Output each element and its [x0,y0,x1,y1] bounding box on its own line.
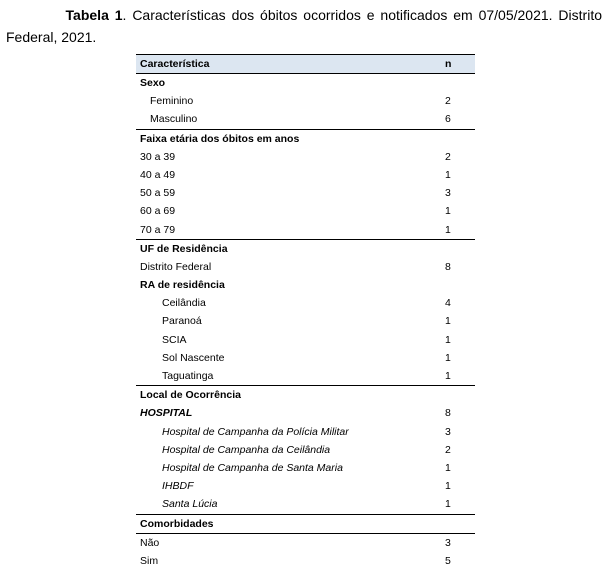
table-row: Distrito Federal 8 [140,260,451,273]
table-row: IHBDF 1 [162,480,451,493]
table-row: Feminino 2 [150,95,451,108]
caption-label: Tabela 1 [65,7,123,23]
table-row: Masculino 6 [136,110,475,129]
table-row: Paranoá 1 [162,315,451,328]
table-row-hospital: HOSPITAL 8 [140,407,451,420]
table-row: Hospital de Campanha da Polícia Militar 3 [162,425,451,438]
section-title-sexo: Sexo [140,77,166,89]
section-title-comorbidades: Comorbidades [136,515,475,534]
table-row: 70 a 79 1 [136,221,475,240]
table-row: Hospital de Campanha de Santa Maria 1 [162,461,451,474]
table-row: Sim 5 [140,554,451,567]
table-caption [0,0,604,48]
caption-text-2: Federal, 2021. [6,29,97,45]
table-row: Hospital de Campanha da Ceilândia 2 [162,443,451,456]
section-title-faixa-etaria: Faixa etária dos óbitos em anos [140,132,300,145]
table-row: SCIA 1 [162,333,451,346]
section-title-ra: RA de residência [140,279,225,292]
characteristics-table [136,54,475,570]
header-n: n [445,58,452,70]
section-title-local: Local de Ocorrência [140,389,241,402]
caption-line-1 [0,4,604,26]
table-row: 30 a 39 2 [140,150,451,163]
table-row: Santa Lúcia 1 [136,495,475,514]
table-row: 40 a 49 1 [140,168,451,181]
table-header [136,54,475,74]
table-row: 50 a 59 3 [140,187,451,200]
table-row: 60 a 69 1 [140,205,451,218]
caption-text-1: . Características dos óbitos ocorridos e notificados em 07/05/2021. Distrito [122,7,602,23]
header-characteristic: Característica [140,58,210,70]
table-row: Taguatinga 1 [136,367,475,386]
table-row: Não 3 [140,536,451,549]
table-row: Sol Nascente 1 [162,351,451,364]
section-title-uf: UF de Residência [140,242,228,255]
table-row: Ceilândia 4 [162,297,451,310]
